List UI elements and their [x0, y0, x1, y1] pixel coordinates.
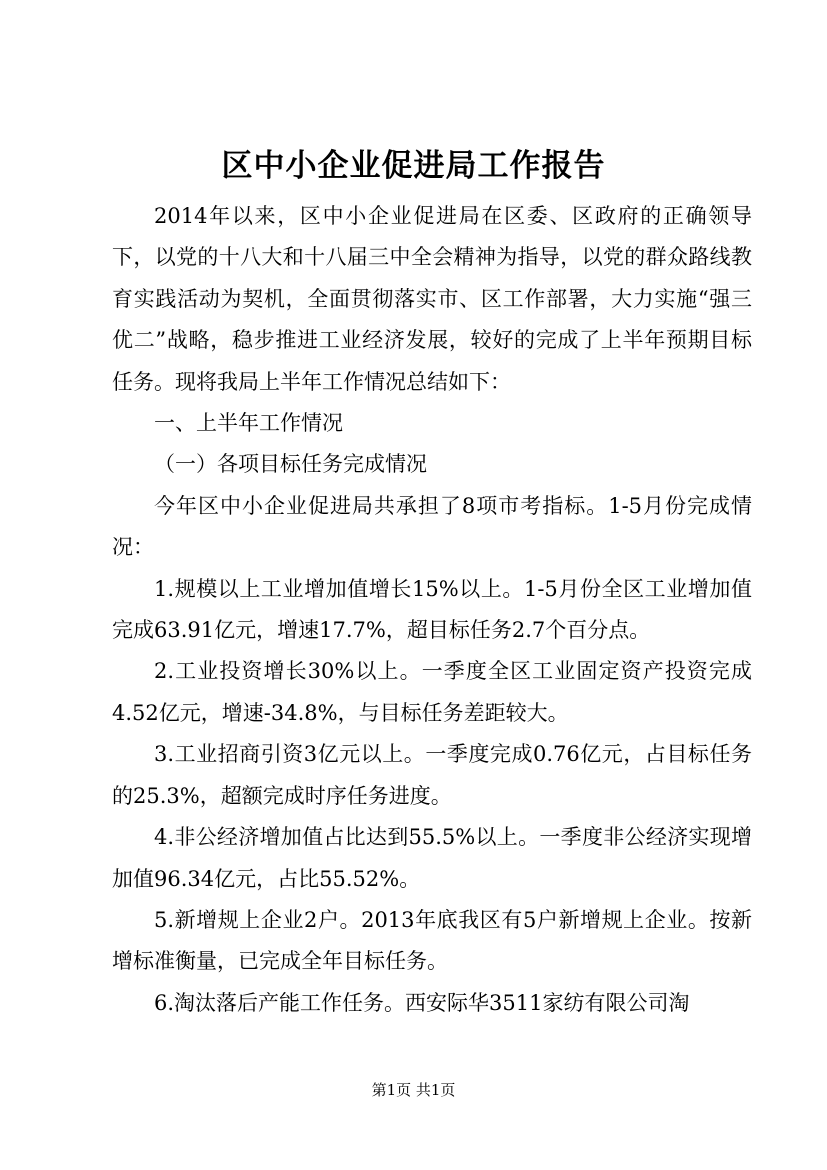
list-item-2: 2.工业投资增长30%以上。一季度全区工业固定资产投资完成4.52亿元，增速-34.8%，与目标任务差距较大。	[112, 659, 752, 725]
list-item-4: 4.非公经济增加值占比达到55.5%以上。一季度非公经济实现增加值96.34亿元，占比55.52%。	[112, 825, 752, 891]
section-heading-1: 一、上半年工作情况	[154, 411, 343, 436]
list-item-6: 6.淘汰落后产能工作任务。西安际华3511家纺有限公司淘	[154, 990, 690, 1015]
list-item-1: 1.规模以上工业增加值增长15%以上。1-5月份全区工业增加值完成63.91亿元，增速17.7%，超目标任务2.7个百分点。	[112, 576, 752, 643]
list-item-3: 3.工业招商引资3亿元以上。一季度完成0.76亿元，占目标任务的25.3%，超额完成时序任务进度。	[112, 742, 752, 808]
document-title: 区中小企业促进局工作报告	[221, 148, 606, 184]
paragraph-intro: 2014年以来，区中小企业促进局在区委、区政府的正确领导下，以党的十八大和十八届三中全会精神为指导，以党的群众路线教育实践活动为契机，全面贯彻落实市、区工作部署，大力实施“强三优二”战略，稳步推进工业经济发展，较好的完成了上半年预期目标任务。现将我局上半年工作情况总结如下：	[112, 204, 752, 394]
page-footer: 第1页 共1页	[371, 1081, 456, 1099]
list-item-5: 5.新增规上企业2户。2013年底我区有5户新增规上企业。按新增标准衡量，已完成全年目标任务。	[112, 907, 752, 974]
document-body	[112, 196, 752, 1024]
subsection-heading-1: （一）各项目标任务完成情况	[154, 452, 427, 477]
paragraph-indicators: 今年区中小企业促进局共承担了8项市考指标。1-5月份完成情况：	[112, 493, 752, 560]
